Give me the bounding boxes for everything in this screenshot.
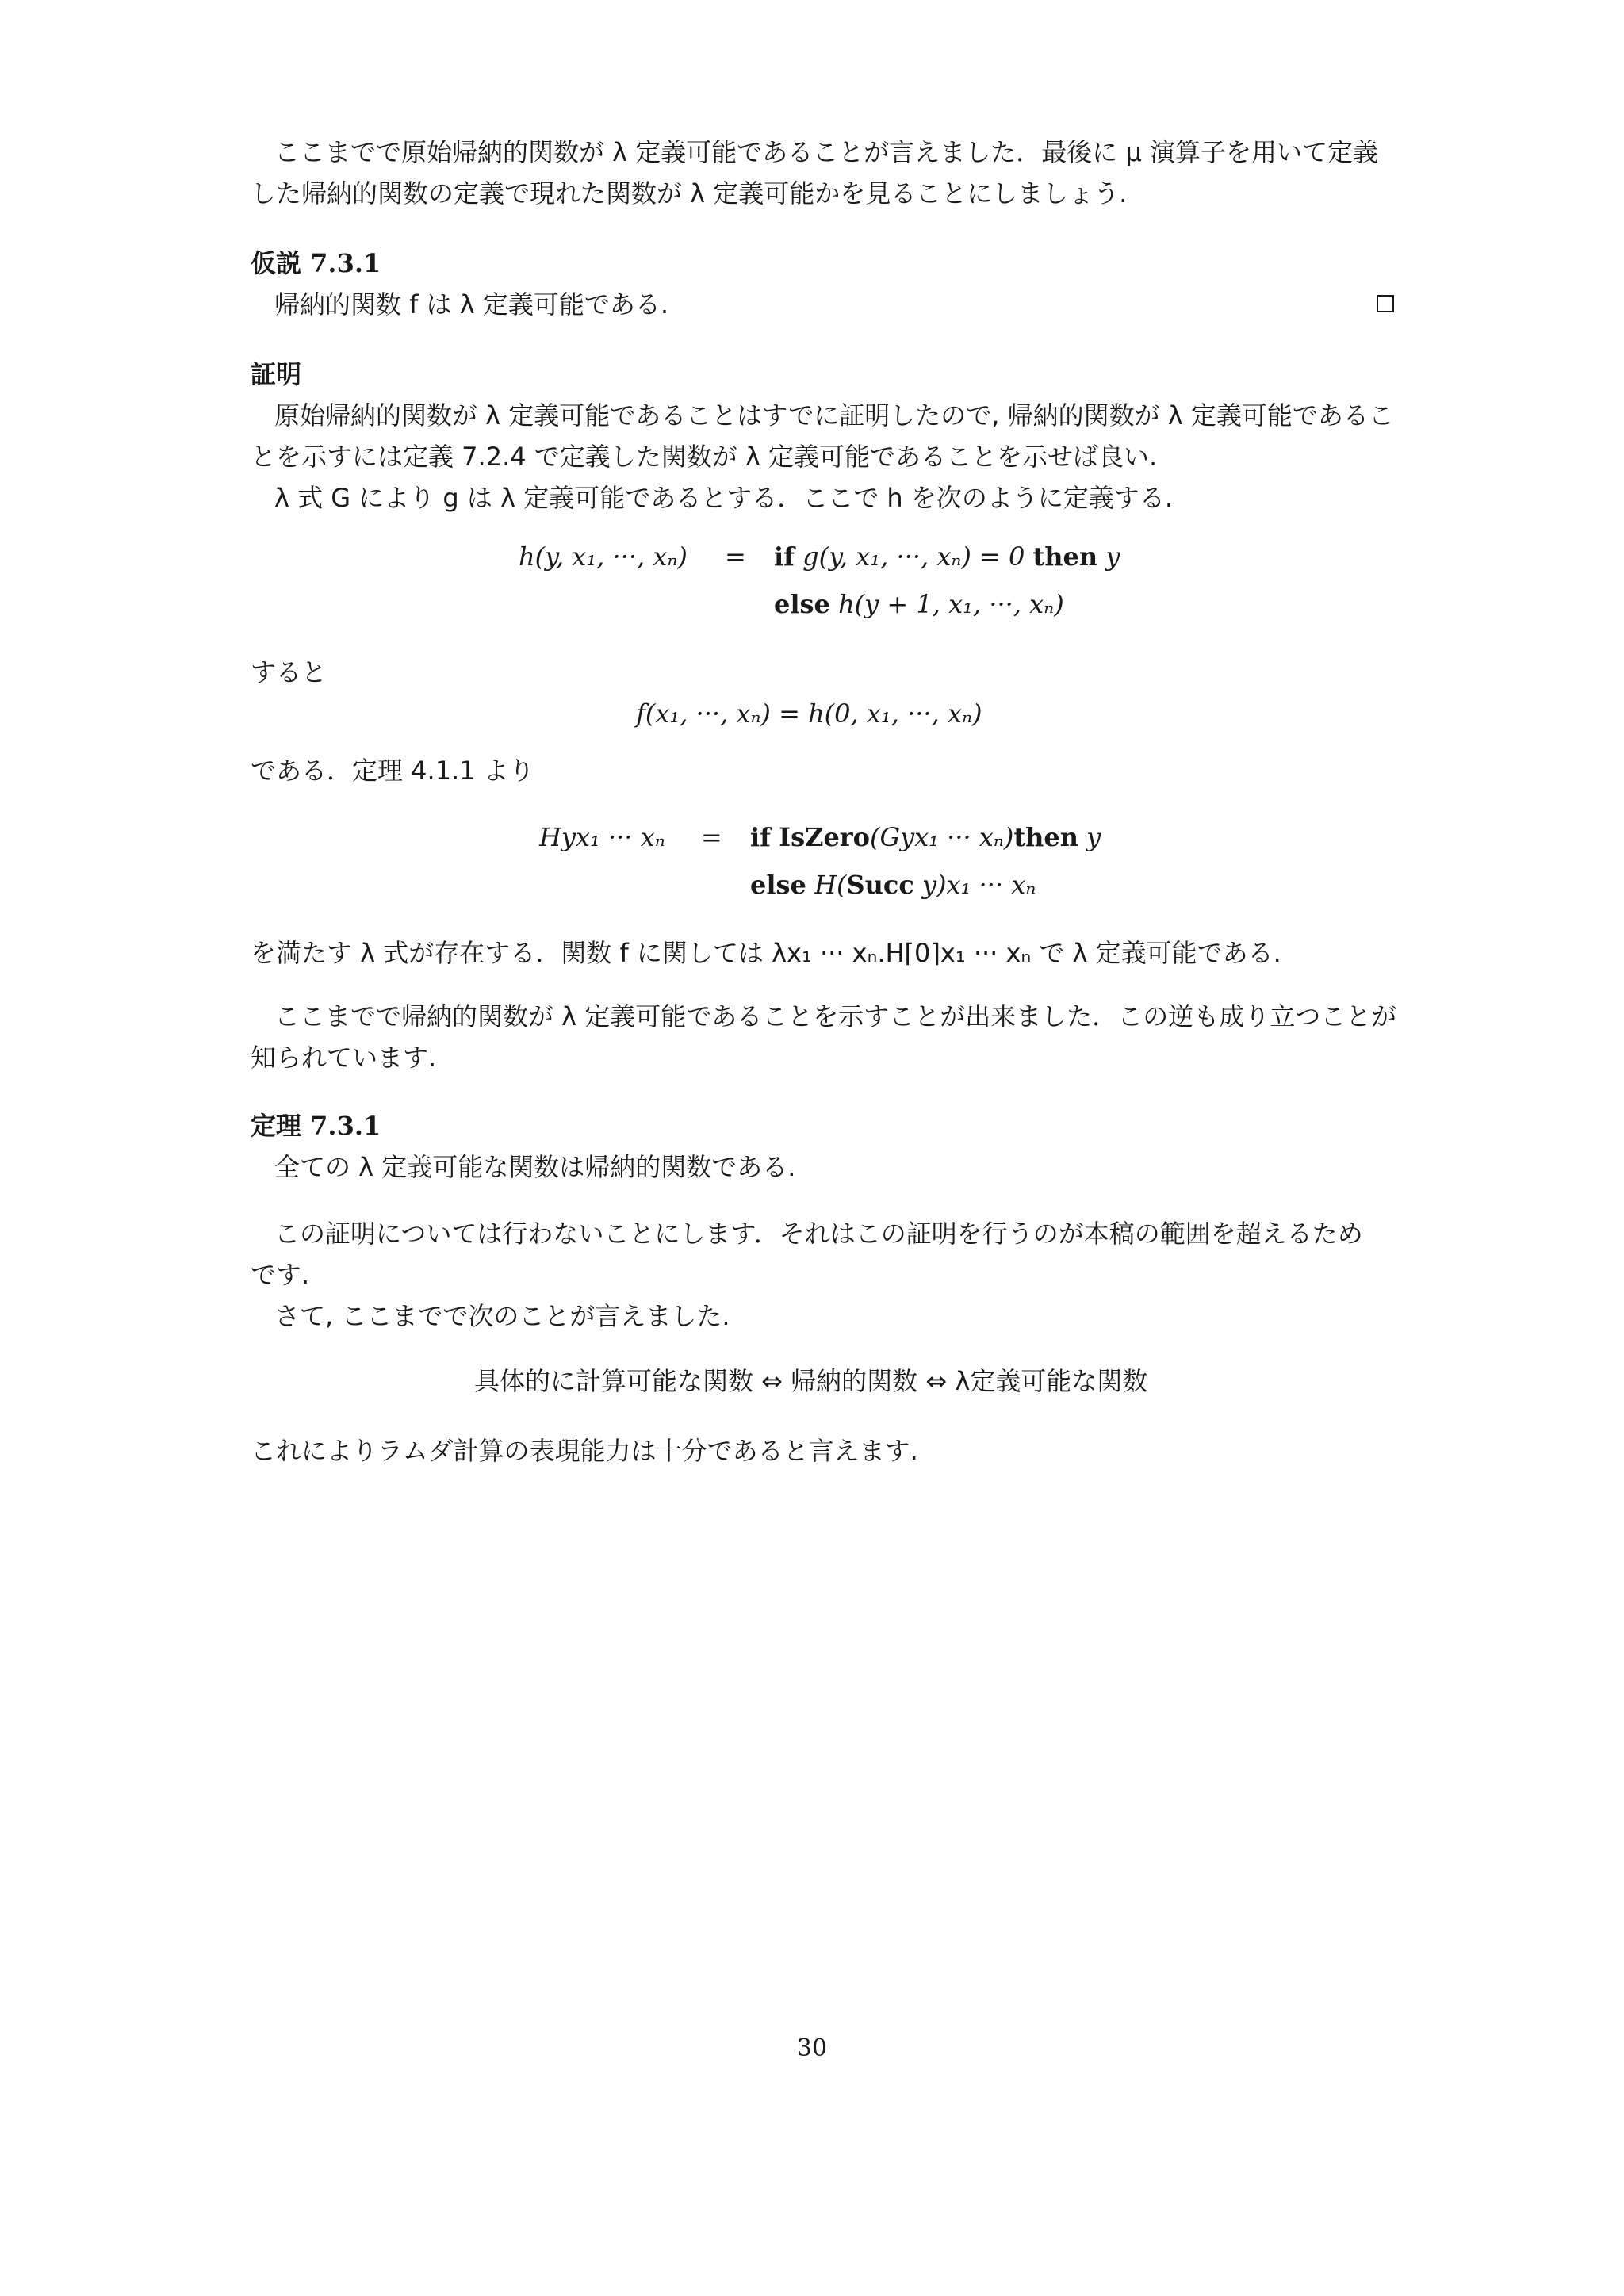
theorem-reference-text: である．定理 4.1.1 より: [251, 756, 534, 786]
equation-H-else-part-b: y)x₁ ··· xₙ: [921, 870, 1036, 900]
keyword-then: then: [1032, 541, 1098, 572]
proof-heading: 証明: [251, 359, 302, 389]
keyword-then: then: [1013, 822, 1079, 852]
equation-f-definition: f(x₁, ···, xₙ) = h(0, x₁, ···, xₙ): [636, 698, 982, 729]
equation-h-else-value: h(y + 1, x₁, ···, xₙ): [838, 589, 1064, 619]
closing-paragraph-1-line-2: です.: [251, 1260, 310, 1290]
equation-H-rhs-line-1: [750, 817, 1101, 858]
intro-line-2: した帰納的関数の定義で現れた関数が λ 定義可能かを見ることにしましょう.: [251, 178, 1128, 209]
equation-h-then-value: y: [1105, 541, 1120, 572]
page-number: 30: [796, 2034, 828, 2062]
theorem-number: 7.3.1: [310, 1111, 381, 1141]
closing-paragraph-2: さて, ここまでで次のことが言えました.: [274, 1301, 730, 1331]
equation-H-rhs-line-2: [750, 864, 1036, 905]
equivalence-statement: 具体的に計算可能な関数 ⇔ 帰納的関数 ⇔ λ定義可能な関数: [474, 1366, 1148, 1396]
equation-H-then-value: y: [1086, 822, 1101, 852]
hypothesis-heading: [251, 243, 381, 284]
proof-conclusion: を満たす λ 式が存在する．関数 f に関しては λx₁ ··· xₙ.H⌈0⌉x₁ ··· xₙ で λ 定義可能である.: [251, 938, 1281, 968]
equation-h-rhs-line-2: [774, 584, 1064, 625]
hypothesis-label: 仮説: [251, 248, 302, 278]
equation-H-else-part-a: H(: [814, 870, 847, 900]
closing-paragraph-1-line-1: この証明については行わないことにします．それはこの証明を行うのが本稿の範囲を超えるため: [274, 1219, 1363, 1249]
keyword-iszero: IsZero: [779, 822, 870, 852]
equation-h-rhs-line-1: [774, 536, 1120, 577]
equation-h-lhs: h(y, x₁, ···, xₙ): [519, 541, 688, 572]
keyword-if: if: [750, 822, 771, 852]
equation-H-lhs: Hyx₁ ··· xₙ: [539, 822, 665, 852]
keyword-succ: Succ: [846, 870, 914, 900]
proof-paragraph-2: λ 式 G により g は λ 定義可能であるとする．ここで h を次のように定義する.: [274, 483, 1173, 513]
equation-h-equals: =: [725, 541, 746, 572]
proof-paragraph-1-line-1: 原始帰納的関数が λ 定義可能であることはすでに証明したので, 帰納的関数が λ 定義可能であるこ: [274, 400, 1394, 430]
final-statement: これによりラムダ計算の表現能力は十分であると言えます.: [251, 1436, 918, 1466]
then-text: すると: [251, 657, 327, 687]
keyword-else: else: [750, 870, 806, 900]
equation-H-condition: (Gyx₁ ··· xₙ): [870, 822, 1014, 852]
equation-h-condition: g(y, x₁, ···, xₙ) = 0: [802, 541, 1025, 572]
intro-line-1: ここまでで原始帰納的関数が λ 定義可能であることが言えました．最後に μ 演算子を用いて定義: [274, 137, 1378, 167]
after-proof-line-2: 知られています.: [251, 1043, 437, 1073]
keyword-else: else: [774, 589, 830, 619]
proof-paragraph-1-line-2: とを示すには定義 7.2.4 で定義した関数が λ 定義可能であることを示せば良い.: [251, 442, 1158, 472]
keyword-if: if: [774, 541, 795, 572]
theorem-label: 定理: [251, 1111, 302, 1141]
hypothesis-statement: 帰納的関数 f は λ 定義可能である.: [274, 289, 669, 320]
after-proof-line-1: ここまでで帰納的関数が λ 定義可能であることを示すことが出来ました．この逆も成り立つことが: [274, 1001, 1397, 1031]
theorem-statement: 全ての λ 定義可能な関数は帰納的関数である.: [274, 1152, 796, 1182]
qed-box-icon: [1377, 295, 1394, 312]
theorem-heading: [251, 1105, 381, 1146]
equation-H-equals: =: [701, 822, 722, 852]
hypothesis-number: 7.3.1: [310, 248, 381, 278]
